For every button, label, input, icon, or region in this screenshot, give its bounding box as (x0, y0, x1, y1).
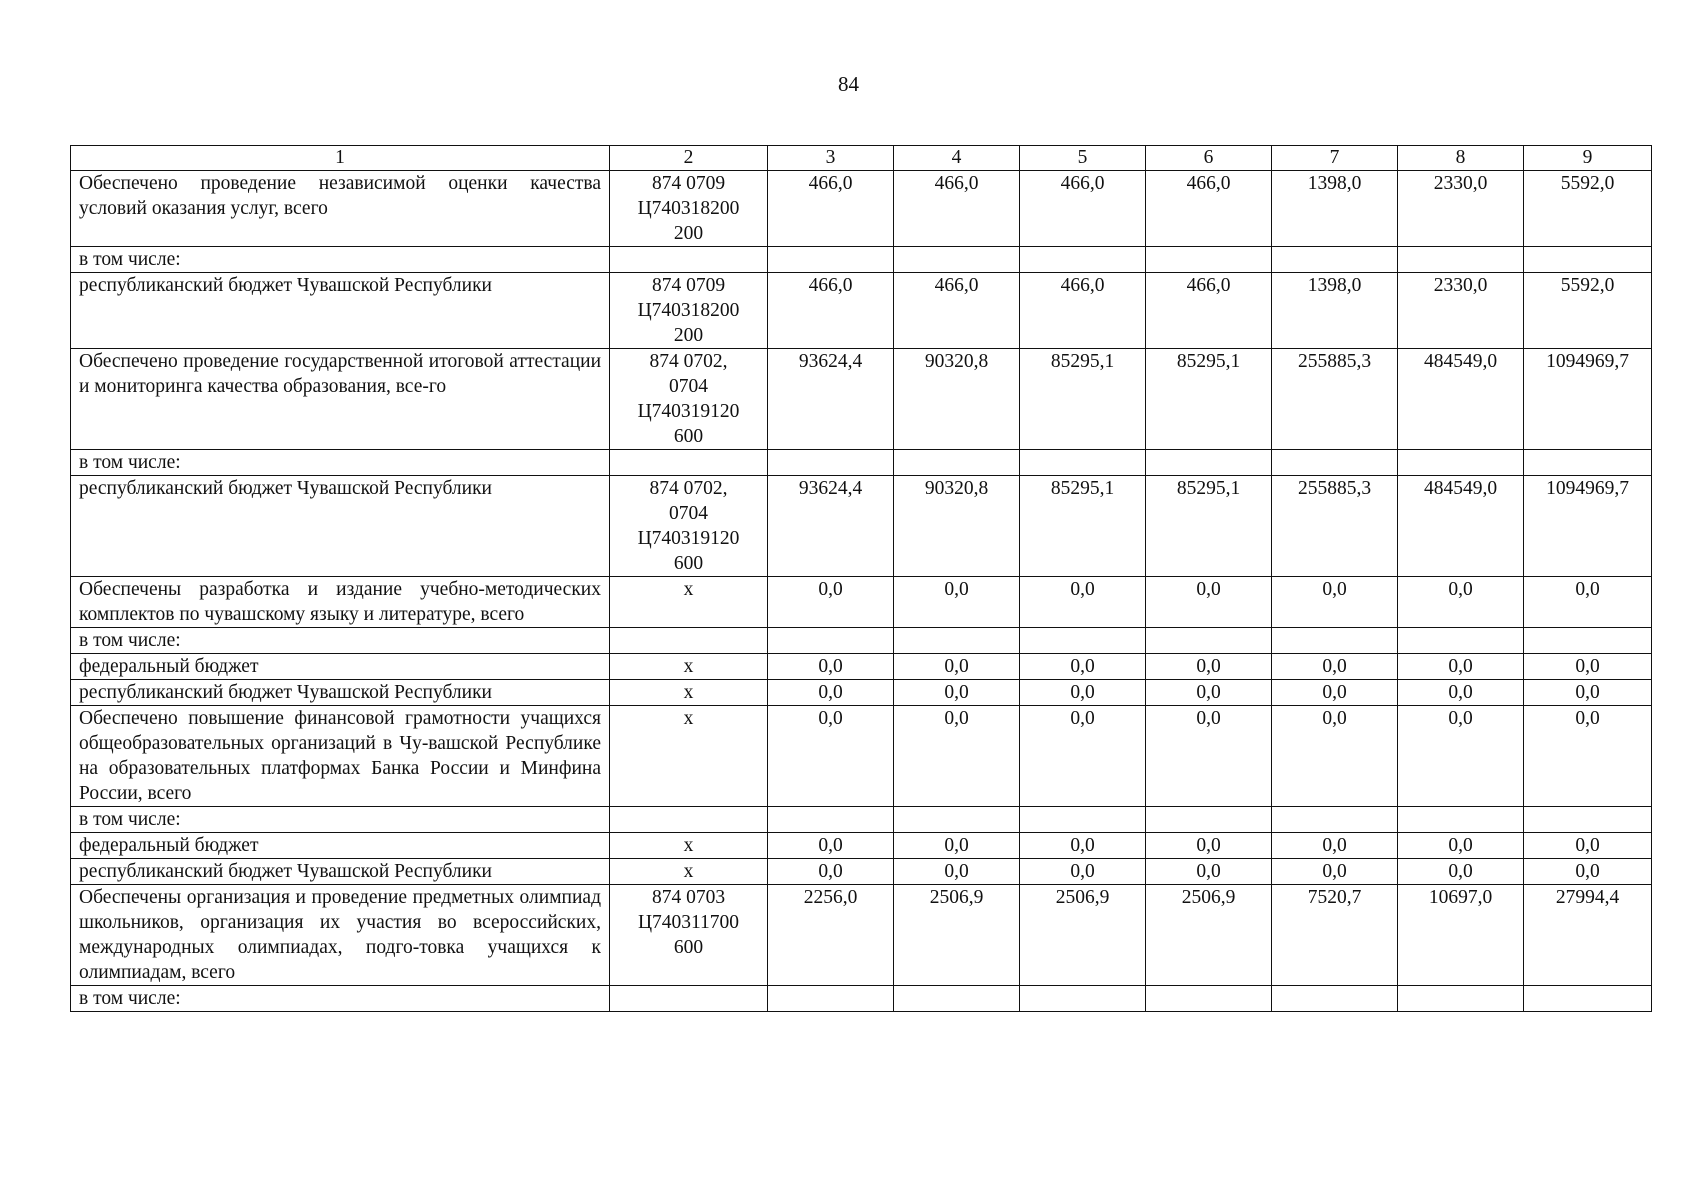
amount-cell: 255885,3 (1272, 476, 1398, 577)
amount-cell (1020, 807, 1146, 833)
amount-cell: 2506,9 (1020, 885, 1146, 986)
column-number-header: 1 (71, 146, 610, 171)
amount-cell (1524, 628, 1652, 654)
table-row (71, 680, 1652, 706)
amount-cell (768, 807, 894, 833)
amount-cell: 1398,0 (1272, 273, 1398, 349)
budget-code-line: Ц740318200 (637, 198, 740, 219)
budget-code-line: 874 0709 (651, 275, 726, 296)
amount-cell: 7520,7 (1272, 885, 1398, 986)
amount-cell (1272, 986, 1398, 1012)
amount-cell (1398, 247, 1524, 273)
amount-cell: 0,0 (768, 706, 894, 807)
column-number-header: 4 (894, 146, 1020, 171)
amount-cell (1272, 450, 1398, 476)
amount-cell: 0,0 (1020, 833, 1146, 859)
description-cell: Обеспечено проведение независимой оценки качества условий оказания услуг, всего (71, 171, 610, 247)
amount-cell: 255885,3 (1272, 349, 1398, 450)
budget-code-cell (610, 654, 768, 680)
amount-cell: 0,0 (1272, 654, 1398, 680)
amount-cell: 0,0 (1146, 654, 1272, 680)
amount-cell (1020, 628, 1146, 654)
amount-cell: 0,0 (1524, 654, 1652, 680)
table-row (71, 859, 1652, 885)
amount-cell: 0,0 (894, 706, 1020, 807)
budget-code-line: 874 0702, (649, 478, 728, 499)
amount-cell: 0,0 (1272, 833, 1398, 859)
amount-cell (1272, 628, 1398, 654)
budget-code-line: 200 (673, 223, 704, 244)
amount-cell: 0,0 (1398, 680, 1524, 706)
amount-cell: 466,0 (1146, 273, 1272, 349)
amount-cell: 85295,1 (1146, 349, 1272, 450)
amount-cell: 2330,0 (1398, 273, 1524, 349)
amount-cell: 0,0 (1146, 680, 1272, 706)
amount-cell: 0,0 (1398, 859, 1524, 885)
amount-cell: 1398,0 (1272, 171, 1398, 247)
amount-cell: 466,0 (1146, 171, 1272, 247)
budget-code-cell (610, 577, 768, 628)
table-row-subheading (71, 247, 1652, 273)
budget-code-line: x (683, 708, 694, 729)
amount-cell: 466,0 (894, 273, 1020, 349)
amount-cell: 2256,0 (768, 885, 894, 986)
budget-code-line: Ц740311700 (637, 912, 740, 933)
amount-cell: 27994,4 (1524, 885, 1652, 986)
amount-cell (1272, 247, 1398, 273)
amount-cell: 0,0 (1020, 577, 1146, 628)
budget-code-line: 0704 (669, 503, 708, 524)
table-row-subheading (71, 450, 1652, 476)
amount-cell: 0,0 (1020, 706, 1146, 807)
amount-cell: 93624,4 (768, 349, 894, 450)
amount-cell (768, 986, 894, 1012)
budget-code-cell (610, 450, 768, 476)
description-cell: республиканский бюджет Чувашской Республики (71, 273, 610, 349)
amount-cell: 0,0 (894, 577, 1020, 628)
budget-code-cell (610, 476, 768, 577)
amount-cell: 85295,1 (1146, 476, 1272, 577)
budget-code-cell (610, 628, 768, 654)
description-cell: Обеспечены организация и проведение предметных олимпиад школьников, организация их участия во всероссийских, международных олимпиадах, подго-товка учащихся к олимпиадам, всего (71, 885, 610, 986)
table-row (71, 476, 1652, 577)
description-cell: федеральный бюджет (71, 654, 610, 680)
subheading-cell: в том числе: (71, 986, 610, 1012)
budget-code-cell (610, 706, 768, 807)
subheading-cell: в том числе: (71, 450, 610, 476)
subheading-cell: в том числе: (71, 247, 610, 273)
amount-cell: 0,0 (1272, 859, 1398, 885)
amount-cell: 2506,9 (1146, 885, 1272, 986)
amount-cell: 1094969,7 (1524, 476, 1652, 577)
budget-code-cell (610, 247, 768, 273)
amount-cell: 0,0 (768, 680, 894, 706)
amount-cell (894, 807, 1020, 833)
amount-cell: 0,0 (894, 654, 1020, 680)
amount-cell: 466,0 (1020, 171, 1146, 247)
budget-code-line: 600 (673, 426, 704, 447)
amount-cell: 93624,4 (768, 476, 894, 577)
amount-cell (1398, 986, 1524, 1012)
amount-cell (1398, 450, 1524, 476)
amount-cell (1020, 986, 1146, 1012)
amount-cell: 0,0 (1398, 706, 1524, 807)
budget-code-line: 874 0703 (651, 887, 726, 908)
amount-cell: 466,0 (768, 171, 894, 247)
budget-code-line: 874 0702, (649, 351, 728, 372)
amount-cell (1398, 628, 1524, 654)
table-row (71, 171, 1652, 247)
amount-cell: 85295,1 (1020, 349, 1146, 450)
amount-cell (894, 628, 1020, 654)
budget-code-cell (610, 807, 768, 833)
amount-cell (894, 986, 1020, 1012)
description-cell: республиканский бюджет Чувашской Республики (71, 680, 610, 706)
budget-code-line: 200 (673, 325, 704, 346)
amount-cell: 0,0 (1398, 833, 1524, 859)
amount-cell (1146, 986, 1272, 1012)
amount-cell: 0,0 (1272, 706, 1398, 807)
amount-cell: 10697,0 (1398, 885, 1524, 986)
description-cell: Обеспечено проведение государственной итоговой аттестации и мониторинга качества образования, все-го (71, 349, 610, 450)
header-row (71, 146, 1652, 171)
amount-cell: 0,0 (768, 859, 894, 885)
amount-cell: 0,0 (1146, 833, 1272, 859)
amount-cell: 0,0 (1020, 859, 1146, 885)
budget-code-cell (610, 349, 768, 450)
description-cell: федеральный бюджет (71, 833, 610, 859)
amount-cell (894, 450, 1020, 476)
amount-cell: 466,0 (894, 171, 1020, 247)
amount-cell (1524, 247, 1652, 273)
budget-code-line: 600 (673, 937, 704, 958)
amount-cell: 0,0 (1146, 706, 1272, 807)
amount-cell (1020, 247, 1146, 273)
table-row (71, 349, 1652, 450)
subheading-cell: в том числе: (71, 628, 610, 654)
budget-code-cell (610, 859, 768, 885)
amount-cell: 2330,0 (1398, 171, 1524, 247)
amount-cell: 90320,8 (894, 476, 1020, 577)
description-cell: Обеспечены разработка и издание учебно-методических комплектов по чувашскому языку и литературе, всего (71, 577, 610, 628)
amount-cell: 90320,8 (894, 349, 1020, 450)
amount-cell: 0,0 (1146, 577, 1272, 628)
table-row-subheading (71, 628, 1652, 654)
budget-code-line: Ц740319120 (637, 528, 740, 549)
budget-code-line: Ц740318200 (637, 300, 740, 321)
amount-cell (1524, 450, 1652, 476)
amount-cell: 466,0 (768, 273, 894, 349)
description-cell: республиканский бюджет Чувашской Республики (71, 476, 610, 577)
page-number: 84 (838, 72, 859, 96)
amount-cell: 0,0 (1146, 859, 1272, 885)
table-body (71, 171, 1652, 1012)
amount-cell (1020, 450, 1146, 476)
amount-cell (1524, 807, 1652, 833)
column-number-header: 7 (1272, 146, 1398, 171)
budget-code-cell (610, 885, 768, 986)
amount-cell (1146, 628, 1272, 654)
table-row (71, 654, 1652, 680)
amount-cell: 0,0 (1524, 680, 1652, 706)
description-cell: республиканский бюджет Чувашской Республики (71, 859, 610, 885)
budget-code-cell (610, 986, 768, 1012)
budget-code-line: x (683, 835, 694, 856)
amount-cell: 0,0 (768, 833, 894, 859)
table-row (71, 833, 1652, 859)
amount-cell: 0,0 (768, 654, 894, 680)
budget-code-line: x (683, 682, 694, 703)
amount-cell (1146, 807, 1272, 833)
budget-code-line: 0704 (669, 376, 708, 397)
amount-cell (1398, 807, 1524, 833)
table-row-subheading (71, 807, 1652, 833)
table-row (71, 577, 1652, 628)
amount-cell: 0,0 (1524, 859, 1652, 885)
budget-code-line: x (683, 656, 694, 677)
amount-cell (1146, 247, 1272, 273)
column-number-header: 5 (1020, 146, 1146, 171)
budget-code-cell (610, 273, 768, 349)
amount-cell (1272, 807, 1398, 833)
subheading-cell: в том числе: (71, 807, 610, 833)
amount-cell (1146, 450, 1272, 476)
table-row (71, 273, 1652, 349)
amount-cell: 0,0 (1272, 577, 1398, 628)
budget-code-cell (610, 680, 768, 706)
amount-cell: 0,0 (894, 833, 1020, 859)
amount-cell: 2506,9 (894, 885, 1020, 986)
budget-code-line: Ц740319120 (637, 401, 740, 422)
amount-cell: 0,0 (894, 680, 1020, 706)
budget-code-line: 874 0709 (651, 173, 726, 194)
amount-cell (1524, 986, 1652, 1012)
amount-cell: 0,0 (1020, 654, 1146, 680)
column-number-header: 6 (1146, 146, 1272, 171)
amount-cell: 0,0 (768, 577, 894, 628)
table-row (71, 885, 1652, 986)
amount-cell: 0,0 (894, 859, 1020, 885)
table-header (71, 146, 1652, 171)
amount-cell (768, 247, 894, 273)
table-row (71, 706, 1652, 807)
amount-cell: 0,0 (1020, 680, 1146, 706)
amount-cell (768, 628, 894, 654)
amount-cell: 0,0 (1524, 833, 1652, 859)
amount-cell: 5592,0 (1524, 171, 1652, 247)
amount-cell: 484549,0 (1398, 476, 1524, 577)
amount-cell: 0,0 (1524, 577, 1652, 628)
budget-code-cell (610, 833, 768, 859)
column-number-header: 9 (1524, 146, 1652, 171)
column-number-header: 3 (768, 146, 894, 171)
table-row-subheading (71, 986, 1652, 1012)
column-number-header: 8 (1398, 146, 1524, 171)
column-number-header: 2 (610, 146, 768, 171)
amount-cell: 85295,1 (1020, 476, 1146, 577)
amount-cell: 0,0 (1524, 706, 1652, 807)
amount-cell: 0,0 (1398, 577, 1524, 628)
amount-cell: 0,0 (1398, 654, 1524, 680)
amount-cell: 484549,0 (1398, 349, 1524, 450)
budget-code-line: x (683, 861, 694, 882)
budget-code-line: x (683, 579, 694, 600)
amount-cell: 5592,0 (1524, 273, 1652, 349)
budget-code-cell (610, 171, 768, 247)
description-cell: Обеспечено повышение финансовой грамотности учащихся общеобразовательных организаций в Чу-вашской Республике на образовательных платформах Банка России и Минфина России, всего (71, 706, 610, 807)
amount-cell: 466,0 (1020, 273, 1146, 349)
amount-cell: 1094969,7 (1524, 349, 1652, 450)
amount-cell (768, 450, 894, 476)
budget-code-line: 600 (673, 553, 704, 574)
amount-cell: 0,0 (1272, 680, 1398, 706)
budget-table (70, 145, 1652, 1012)
amount-cell (894, 247, 1020, 273)
